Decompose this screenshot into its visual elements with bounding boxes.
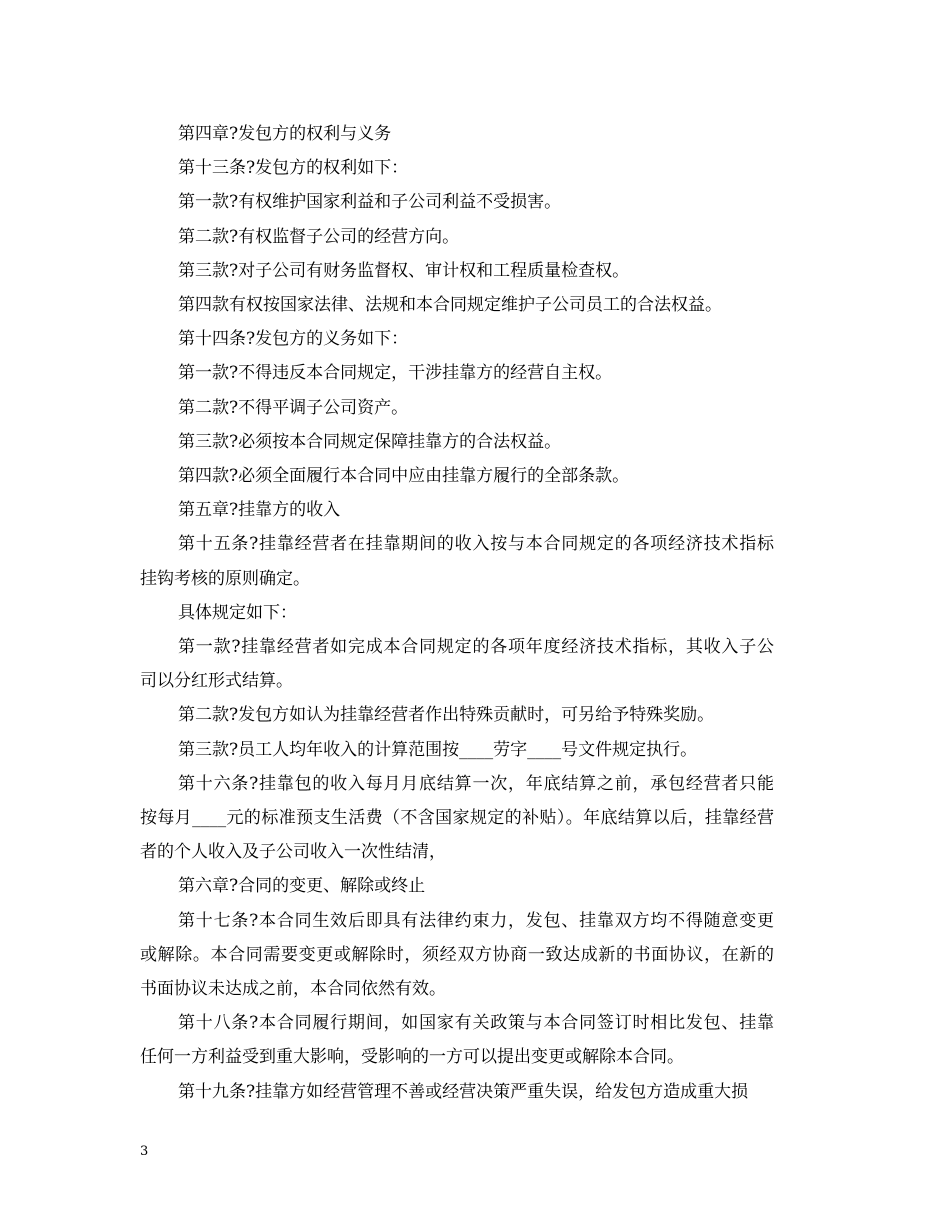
- paragraph: [140, 596, 812, 630]
- paragraph: [140, 151, 812, 185]
- paragraph-line: 第三款?对子公司有财务监督权、审计权和工程质量检查权。: [178, 260, 630, 281]
- paragraph: [140, 630, 812, 698]
- paragraph-line: 挂钩考核的原则确定。: [140, 568, 310, 589]
- paragraph: [140, 185, 812, 219]
- paragraph-line: 具体规定如下：: [178, 602, 297, 623]
- paragraph: [140, 391, 812, 425]
- paragraph-line: 第十八条?本合同履行期间，如国家有关政策与本合同签订时相比发包、挂靠: [178, 1013, 774, 1034]
- paragraph: [140, 733, 812, 767]
- paragraph: [140, 1075, 812, 1109]
- paragraph: [140, 869, 812, 903]
- paragraph-line: 第一款?有权维护国家利益和子公司利益不受损害。: [178, 192, 562, 213]
- paragraph-line: 第一款?不得违反本合同规定，干涉挂靠方的经营自主权。: [178, 363, 613, 384]
- paragraph-line: 第十四条?发包方的义务如下：: [178, 329, 409, 350]
- paragraph-line: 或解除。本合同需要变更或解除时，须经双方协商一致达成新的书面协议，在新的: [140, 944, 774, 965]
- paragraph-line: 第四章?发包方的权利与义务: [178, 124, 392, 144]
- paragraph-line: 按每月____元的标准预支生活费（不含国家规定的补贴）。年底结算以后，挂靠经营: [140, 808, 774, 829]
- paragraph-line: 第一款?挂靠经营者如完成本合同规定的各项年度经济技术指标，其收入子公: [178, 637, 774, 658]
- paragraph-line: 第十三条?发包方的权利如下：: [178, 158, 409, 179]
- page-number: 3: [140, 1144, 149, 1159]
- paragraph-line: 书面协议未达成之前，本合同依然有效。: [140, 979, 446, 1000]
- paragraph: [140, 254, 812, 288]
- paragraph-line: 第十六条?挂靠包的收入每月月底结算一次，年底结算之前，承包经营者只能: [178, 773, 774, 794]
- paragraph: [140, 288, 812, 322]
- paragraph-line: 第二款?不得平调子公司资产。: [178, 397, 409, 418]
- paragraph-line: 第三款?员工人均年收入的计算范围按____劳字____号文件规定执行。: [178, 739, 698, 760]
- paragraph-line: 第二款?发包方如认为挂靠经营者作出特殊贡献时，可另给予特殊奖励。: [178, 705, 715, 726]
- paragraph-line: 第三款?必须按本合同规定保障挂靠方的合法权益。: [178, 431, 562, 452]
- paragraph: [140, 356, 812, 390]
- paragraph-line: 第四款有权按国家法律、法规和本合同规定维护子公司员工的合法权益。: [178, 295, 722, 316]
- paragraph: [140, 1006, 812, 1074]
- paragraph: [140, 527, 812, 595]
- paragraph: [140, 493, 812, 527]
- paragraph: [140, 459, 812, 493]
- paragraph-line: 第五章?挂靠方的收入: [178, 500, 341, 521]
- paragraph: [140, 767, 812, 870]
- paragraph: [140, 322, 812, 356]
- paragraph: [140, 904, 812, 1007]
- paragraph: [140, 698, 812, 732]
- paragraph-line: 第六章?合同的变更、解除或终止: [178, 876, 426, 897]
- paragraph-line: 者的个人收入及子公司收入一次性结清，: [140, 842, 446, 863]
- paragraph-line: 第十七条?本合同生效后即具有法律约束力，发包、挂靠双方均不得随意变更: [178, 910, 774, 931]
- paragraph-line: 第二款?有权监督子公司的经营方向。: [178, 226, 460, 247]
- paragraph-line: 第十五条?挂靠经营者在挂靠期间的收入按与本合同规定的各项经济技术指标: [178, 534, 774, 555]
- paragraph-line: 第四款?必须全面履行本合同中应由挂靠方履行的全部条款。: [178, 466, 630, 487]
- document-body: [140, 117, 812, 1109]
- paragraph-line: 司以分红形式结算。: [140, 671, 293, 692]
- paragraph-line: 任何一方利益受到重大影响，受影响的一方可以提出变更或解除本合同。: [140, 1047, 684, 1068]
- paragraph: [140, 425, 812, 459]
- paragraph: [140, 117, 812, 151]
- paragraph-line: 第十九条?挂靠方如经营管理不善或经营决策严重失误，给发包方造成重大损: [178, 1081, 749, 1102]
- paragraph: [140, 220, 812, 254]
